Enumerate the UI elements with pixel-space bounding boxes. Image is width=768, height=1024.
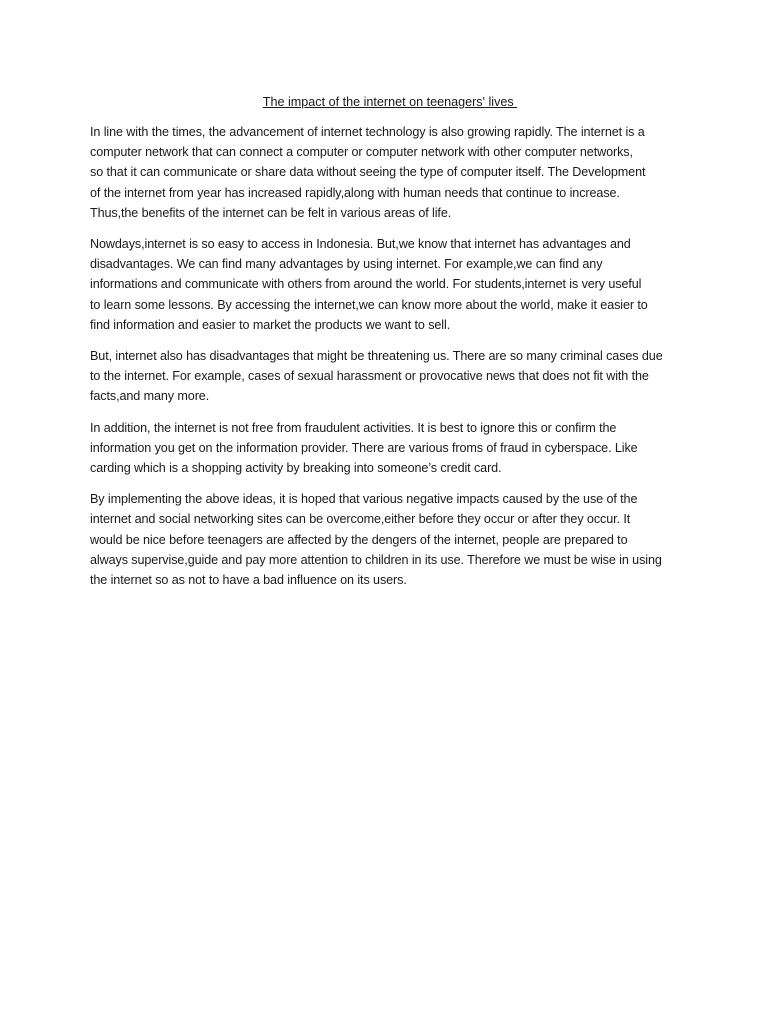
text-line: so that it can communicate or share data without seeing the type of computer itself. The Development xyxy=(90,165,646,180)
text-line: By implementing the above ideas, it is hoped that various negative impacts caused by the use of the xyxy=(90,492,638,507)
text-line: would be nice before teenagers are affected by the dengers of the internet, people are prepared to xyxy=(90,532,628,547)
text-line: In addition, the internet is not free from fraudulent activities. It is best to ignore this or confirm the xyxy=(90,420,617,435)
text-line: the internet so as not to have a bad influence on its users. xyxy=(90,573,407,588)
text-line: to the internet. For example, cases of sexual harassment or provocative news that does not fit with the xyxy=(90,369,649,384)
paragraph-conclusion xyxy=(90,489,690,590)
text-line: But, internet also has disadvantages that might be threatening us. There are so many criminal cases due xyxy=(90,349,663,364)
text-line: to learn some lessons. By accessing the internet,we can know more about the world, make it easier to xyxy=(90,297,648,312)
text-line: Nowdays,internet is so easy to access in Indonesia. But,we know that internet has advantages and xyxy=(90,237,631,252)
text-line: computer network that can connect a computer or computer network with other computer networks, xyxy=(90,145,633,160)
text-line: informations and communicate with others from around the world. For students,internet is very useful xyxy=(90,277,642,292)
paragraph-fraud xyxy=(90,418,690,479)
text-line: In line with the times, the advancement of internet technology is also growing rapidly. The internet is a xyxy=(90,125,645,139)
text-line: disadvantages. We can find many advantages by using internet. For example,we can find any xyxy=(90,257,603,272)
paragraph-intro xyxy=(90,122,690,223)
paragraph-disadvantages xyxy=(90,346,690,407)
text-line: always supervise,guide and pay more attention to children in its use. Therefore we must be wise in using xyxy=(90,552,662,567)
paragraph-advantages xyxy=(90,234,690,335)
text-line: find information and easier to market the products we want to sell. xyxy=(90,317,451,332)
text-line: information you get on the information provider. There are various froms of fraud in cyberspace. Like xyxy=(90,440,638,455)
document-body xyxy=(90,94,690,601)
text-line: Thus,the benefits of the internet can be felt in various areas of life. xyxy=(90,205,452,220)
document-title: The impact of the internet on teenagers' lives xyxy=(262,95,518,109)
text-line: internet and social networking sites can be overcome,either before they occur or after they occur. It xyxy=(90,512,631,527)
text-line: facts,and many more. xyxy=(90,389,210,404)
text-line: carding which is a shopping activity by breaking into someone’s credit card. xyxy=(90,461,502,476)
text-line: of the internet from year has increased rapidly,along with human needs that continue to increase. xyxy=(90,185,620,200)
